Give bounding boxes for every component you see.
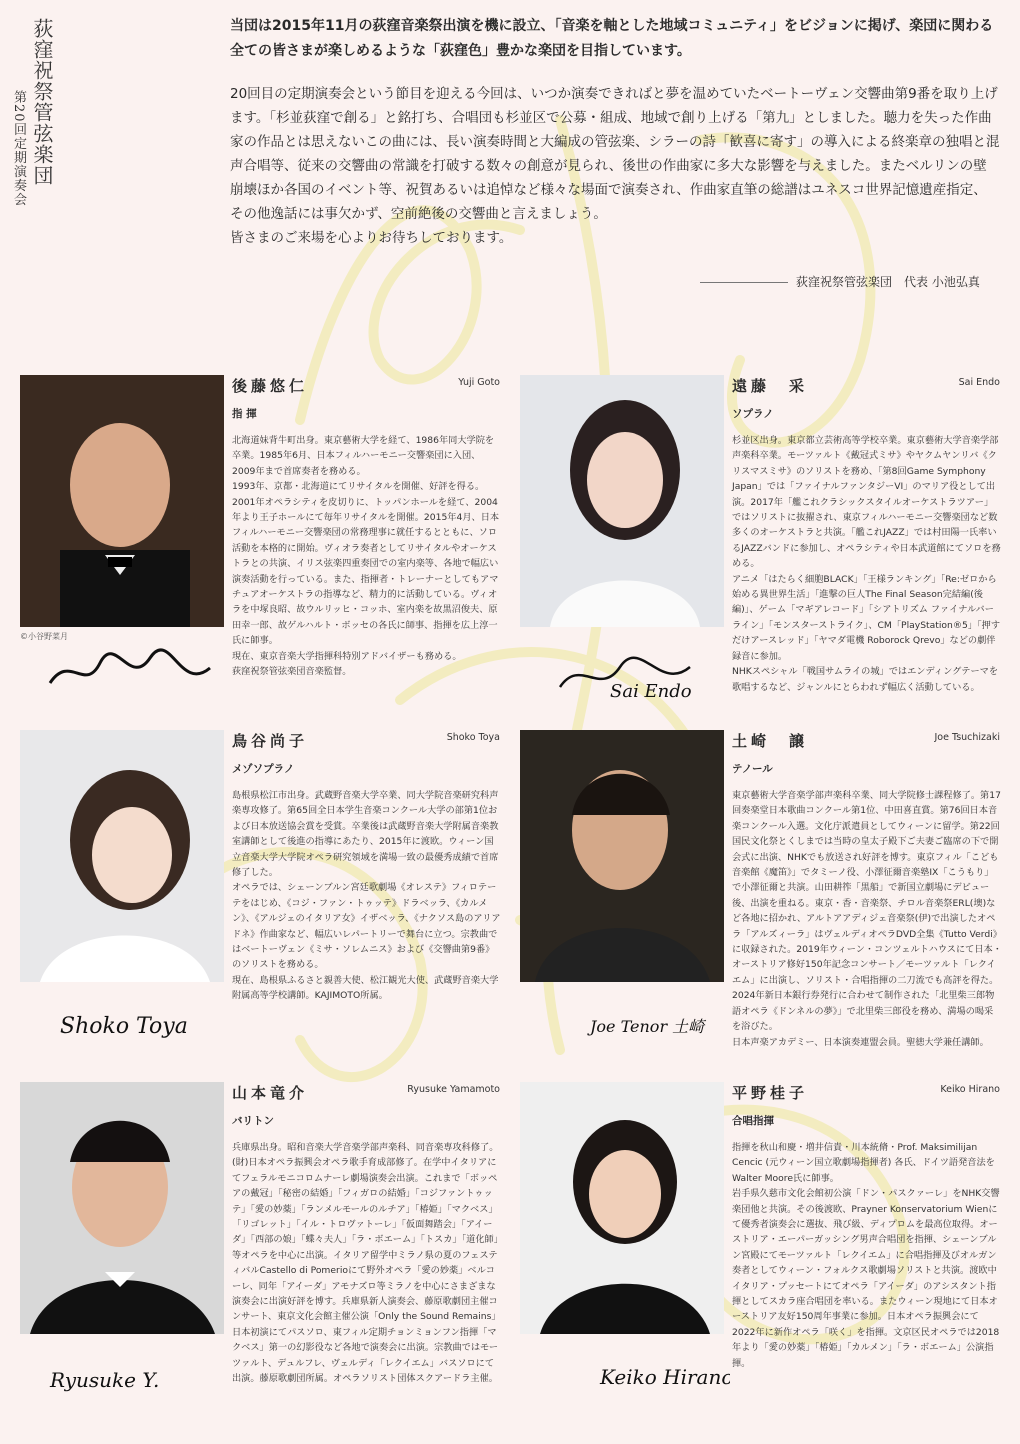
performer-bio xyxy=(232,433,502,680)
performer-name: 山本竜介 xyxy=(232,1084,309,1102)
handwritten-signature xyxy=(40,988,230,1058)
bio-paragraph: 現在、東京音楽大学指揮科特別アドバイザーも務める。 xyxy=(232,650,462,662)
signature-text: Joe Tenor 土崎 xyxy=(590,1017,705,1036)
performer-role: 指 揮 xyxy=(232,408,257,420)
orchestra-name: 荻窪祝祭管弦楽団 xyxy=(30,18,54,186)
performer-role: 合唱指揮 xyxy=(732,1115,774,1127)
profile-info xyxy=(232,730,502,1004)
bio-paragraph: オペラでは、シェーンブルン宮廷歌劇場《オレステ》フィロテーテをはじめ、《コジ・ファン・トゥッテ》ドラベッラ、《カルメン》、《アルジェのイタリア女》イザベッラ、《ナクソス島のアリアドネ》作曲家など、幅広いレパートリーで舞台に立つ。宗教曲ではベートーヴェン《ミサ・ソレムニス》および《交響曲第9番》のソリストを務める。 xyxy=(232,882,501,971)
portrait-photo xyxy=(520,1082,724,1334)
performer-roman-name: Keiko Hirano xyxy=(940,1084,1000,1095)
profile-goto xyxy=(20,375,500,715)
signature-divider xyxy=(700,282,788,283)
profile-yamamoto xyxy=(20,1082,500,1422)
performer-role: バリトン xyxy=(232,1115,274,1127)
profile-info xyxy=(232,1082,502,1387)
bio-paragraph: 1993年、京都・北海道にてリサイタルを開催、好評を得る。2001年オペラシティを皮切りに、トッパンホールを経て、2004年より王子ホールにて毎年リサイタルを開催。2015年4月、日本フィルハーモニー交響楽団の常務理事に就任するとともに、ソロ活動を本格的に開始。ヴィオラ奏者としてリサイタルやオーケストラとの共演、イリス弦楽四重奏団での室内楽等、各地で幅広い演奏活動を行っている。また、指揮者・トレーナーとしてもアマチュアオーケストラの指導など、精力的に活動している。ヴィオラを中塚良昭、故ウルリッヒ・コッホ、室内楽を故黒沼俊夫、原田幸一郎、故ゲルハルト・ボッセの各氏に師事、指揮を広上淳一氏に師事。 xyxy=(232,481,500,647)
bio-paragraph: 日本声楽アカデミー、日本演奏連盟会員。聖徳大学兼任講師。 xyxy=(732,1036,989,1048)
performer-roman-name: Sai Endo xyxy=(958,377,1000,388)
intro-closing: 皆さまのご来場を心よりお待ちしております。 xyxy=(230,230,513,246)
portrait-photo xyxy=(520,730,724,982)
portrait-photo xyxy=(520,375,724,627)
performer-name: 土崎 譲 xyxy=(732,732,809,750)
performer-role: ソプラノ xyxy=(732,408,774,420)
handwritten-signature xyxy=(540,992,730,1062)
bio-paragraph: アニメ「はたらく細胞BLACK」「王様ランキング」「Re:ゼロから始める異世界生活」「進撃の巨人The Final Season完結編(後編)」、ゲーム「マギアレコード」「シアトリズム ファイナルバーライン」「モンスターストライク」、CM「PlayStation®5」「押すだけアースレッド」「ヤマダ電機 Roborock Qrevo」などの劇伴録音に参加。 xyxy=(732,573,1001,662)
performer-bio xyxy=(732,1140,1002,1371)
performer-name: 鳥谷尚子 xyxy=(232,732,309,750)
bio-paragraph: 指揮を秋山和慶・増井信貴・川本統脩・Prof. Maksimilijan Cencic (元ウィーン国立歌劇場指揮者) 各氏、ドイツ語発音法をWalter Moore氏に師事。 xyxy=(732,1142,995,1184)
performer-role: テノール xyxy=(732,763,773,775)
bio-paragraph: 島根県松江市出身。武蔵野音楽大学卒業、同大学院音楽研究科声楽専攻修了。第65回全日本学生音楽コンクール大学の部第1位および日本放送協会賞を受賞。卒業後は武蔵野音楽大学附属音楽教室講師として後進の指導にあたり、2015年に渡欧。ウィーン国立音楽大学大学院オペラ研究領域を満場一致の最優秀成績で首席修了した。 xyxy=(232,790,499,879)
performer-bio xyxy=(232,1140,502,1387)
performer-role: メゾソプラノ xyxy=(232,763,295,775)
bio-paragraph: 北海道妹背牛町出身。東京藝術大学を経て、1986年同大学院を卒業。1985年6月、日本フィルハーモニー交響楽団に入団、2009年まで首席奏者を務める。 xyxy=(232,435,495,477)
performer-roman-name: Shoko Toya xyxy=(446,732,500,743)
signature-text: Shoko Toya xyxy=(60,1014,188,1039)
performer-name: 後藤悠仁 xyxy=(232,377,309,395)
performer-bio xyxy=(232,788,502,1004)
profile-toya xyxy=(20,730,500,1070)
handwritten-signature xyxy=(540,1344,730,1414)
profile-info xyxy=(732,1082,1002,1371)
performer-bio xyxy=(732,788,1002,1050)
bio-paragraph: 岩手県久慈市文化会館初公演「ドン・パスクァーレ」をNHK交響楽団他と共演。その後渡欧、Prayner Konservatorium Wienにて優秀者演奏会に選抜、飛び級、ディプロムを最高位取得。オーストリア・エーパーガッシング男声合唱団を指揮、シェーンブルン宮殿にてモーツァルト「レクイエム」に合唱指揮及びオルガン奏者としてウィーン・フォルクス歌劇場ソリストと共演。渡欧中イタリア・プッセートにてオペラ「アイーダ」のアシスタント指揮としてスカラ座合唱団を率いる。またウィーン現地にて日本オーストリア友好150周年事業に参加。日本オペラ振興会にて2022年に新作オペラ「咲く」を指揮。文京区民オペラでは2018年より「愛の妙薬」「椿姫」「カルメン」「ラ・ボエーム」公演指揮。 xyxy=(732,1188,1000,1369)
performer-name: 遠藤 采 xyxy=(732,377,809,395)
handwritten-signature xyxy=(40,1347,230,1417)
signature-text: Sai Endo xyxy=(610,681,692,702)
bio-paragraph: 現在、島根県ふるさと親善大使、松江観光大使、武蔵野音楽大学附属高等学校講師。KAJIMOTO所属。 xyxy=(232,974,499,1002)
performer-bio xyxy=(732,433,1002,695)
intro-body: 20回目の定期演奏会という節目を迎える今回は、いつか演奏できればと夢を温めていたベートーヴェン交響曲第9番を取り上げます。「杉並荻窪で創る」と銘打ち、合唱団も杉並区で公募・組成、地域で創り上げる「第九」としました。聴力を失った作曲家の作品とは思えないこの曲には、長い演奏時間と大編成の管弦楽、シラーの詩「歓喜に寄す」の導入による終楽章の独唱と混声合唱等、従来の交響曲の常識を打破する数々の創意が見られ、後世の作曲家に多大な影響を与えました。またベルリンの壁崩壊ほか各国のイベント等、祝賀あるいは追悼など様々な場面で演奏され、作曲家直筆の総譜はユネスコ世界記憶遺産指定、その他逸話には事欠かず、空前絶後の交響曲と言えましょう。 xyxy=(230,86,1000,222)
bio-paragraph: 杉並区出身。東京都立芸術高等学校卒業。東京藝術大学音楽学部声楽科卒業。モーツァルト《戴冠式ミサ》やヤクムヤンリバ《クリスマスミサ》のソリストを務め、「第8回Game Symphony Japan」では「ファイナルファンタジーVI」のマリア役として出演。2017年「艦これクラシックスタイルオーケストラツアー」ではソリストに抜擢され、東京フィルハーモニー交響楽団など数多くのオーケストラと共演。「艦これJAZZ」では村田陽一氏率いるJAZZバンドに参加し、オペラシティや日本武道館にてソロを務める。 xyxy=(732,435,1001,570)
bio-paragraph: 荻窪祝祭管弦楽団音楽監督。 xyxy=(232,666,352,678)
profile-info xyxy=(732,730,1002,1050)
representative-signature: 荻窪祝祭管弦楽団 代表 小池弘真 xyxy=(796,275,980,289)
portrait-photo xyxy=(20,375,224,627)
handwritten-signature xyxy=(540,637,730,707)
handwritten-signature xyxy=(40,643,230,713)
portrait-photo xyxy=(20,1082,224,1334)
signature-text: Ryusuke Y. xyxy=(50,1368,160,1392)
signature-text: Keiko Hirano xyxy=(600,1365,730,1389)
profile-info xyxy=(232,375,502,680)
profile-tsuchizaki xyxy=(520,730,1000,1070)
bio-paragraph: 兵庫県出身。昭和音楽大学音楽学部声楽科、同音楽専攻科修了。(財)日本オペラ振興会オペラ歌手育成部修了。在学中イタリアにてフェラルモニコロムナーレ劇場演奏会出演。これまで「ボッペアの戴冠」「秘密の結婚」「フィガロの結婚」「コジファントゥッテ」「愛の妙薬」「ランメルモールのルチア」「椿姫」「マクベス」「リゴレット」「イル・トロヴァトーレ」「仮面舞踏会」「アイーダ」「西部の娘」「蝶々夫人」「ラ・ボエーム」「トスカ」「道化師」等オペラを中心に出演。イタリア留学中ミラノ県の夏のフェスティバルCastello di Pomerioにて野外オペラ「愛の妙薬」ベルコーレ、同年「アイーダ」アモナズロ等ミラノを中心にさまざまな演奏会に出演好評を博す。兵庫県新人演奏会、藤原歌劇団主催コンサート、東京文化会館主催公演「Only the Sound Remains」日本初演にてパスソロ、東フィル定期チョンミョンフン指揮「マクベス」第一の幻影役など各地で演奏会に出演。宗教曲ではモーツァルト、デュルフレ、ヴェルディ「レクイエム」バスソロにて出演。藤原歌劇団所属。オペラソリスト団体スクアードラ主催。 xyxy=(232,1142,501,1385)
performer-roman-name: Yuji Goto xyxy=(458,377,500,388)
intro-section xyxy=(230,14,1000,250)
intro-lead: 当団は2015年11月の荻窪音楽祭出演を機に設立、「音楽を軸とした地域コミュニティ」をビジョンに掲げ、楽団に関わる全ての皆さまが楽しめるような「荻窪色」豊かな楽団を目指しています。 xyxy=(230,18,994,59)
bio-paragraph: 東京藝術大学音楽学部声楽科卒業、同大学院修士課程修了。第17回奏楽堂日本歌曲コンクール第1位、中田喜直賞。第76回日本音楽コンクール入選。文化庁派遣員としてウィーンに留学。第22回国民文化祭とくしまでは当時の皇太子殿下ご夫妻ご臨席の下で開会式に出演、NHKでも放送され好評を博す。東京フィル「こども音楽館《魔笛》」でタミーノ役、小澤征爾音楽塾IX「こうもり」で小澤征爾と共演。山田耕筰「黒船」で新国立劇場にデビュー後、出演を重ねる。東京・香・音楽祭、チロル音楽祭ERL(墺)など各地に招かれ、アルトアアディジェ音楽祭(伊)で出演したオペラ「アルズィーラ」はヴェルディオペラDVD全集《Tutto Verdi》に収録された。2019年ウィーン・コンツェルトハウスにて日本・オーストリア修好150年記念コンサート／モーツァルト「レクイエム」に出演し、ソリスト・合唱指揮の二刀流でも高評を得た。2024年新日本銀行券発行に合わせて制作された「北里柴三郎物語オペラ《ドンネルの夢》」で北里柴三郎役を務め、満場の喝采を浴びた。 xyxy=(732,790,1002,1033)
vertical-title xyxy=(11,18,88,248)
performer-roman-name: Joe Tsuchizaki xyxy=(934,732,1000,743)
profile-hirano xyxy=(520,1082,1000,1422)
profile-endo xyxy=(520,375,1000,715)
photo-credit: ©小谷野菜月 xyxy=(20,632,68,641)
concert-number: 第20回定期演奏会 xyxy=(11,90,26,207)
performer-roman-name: Ryusuke Yamamoto xyxy=(407,1084,500,1095)
performer-name: 平野桂子 xyxy=(732,1084,809,1102)
profile-info xyxy=(732,375,1002,695)
bio-paragraph: NHKスペシャル「戦国サムライの城」ではエンディングテーマを歌唱するなど、ジャンルにとらわれず幅広く活動している。 xyxy=(732,666,999,693)
portrait-photo xyxy=(20,730,224,982)
